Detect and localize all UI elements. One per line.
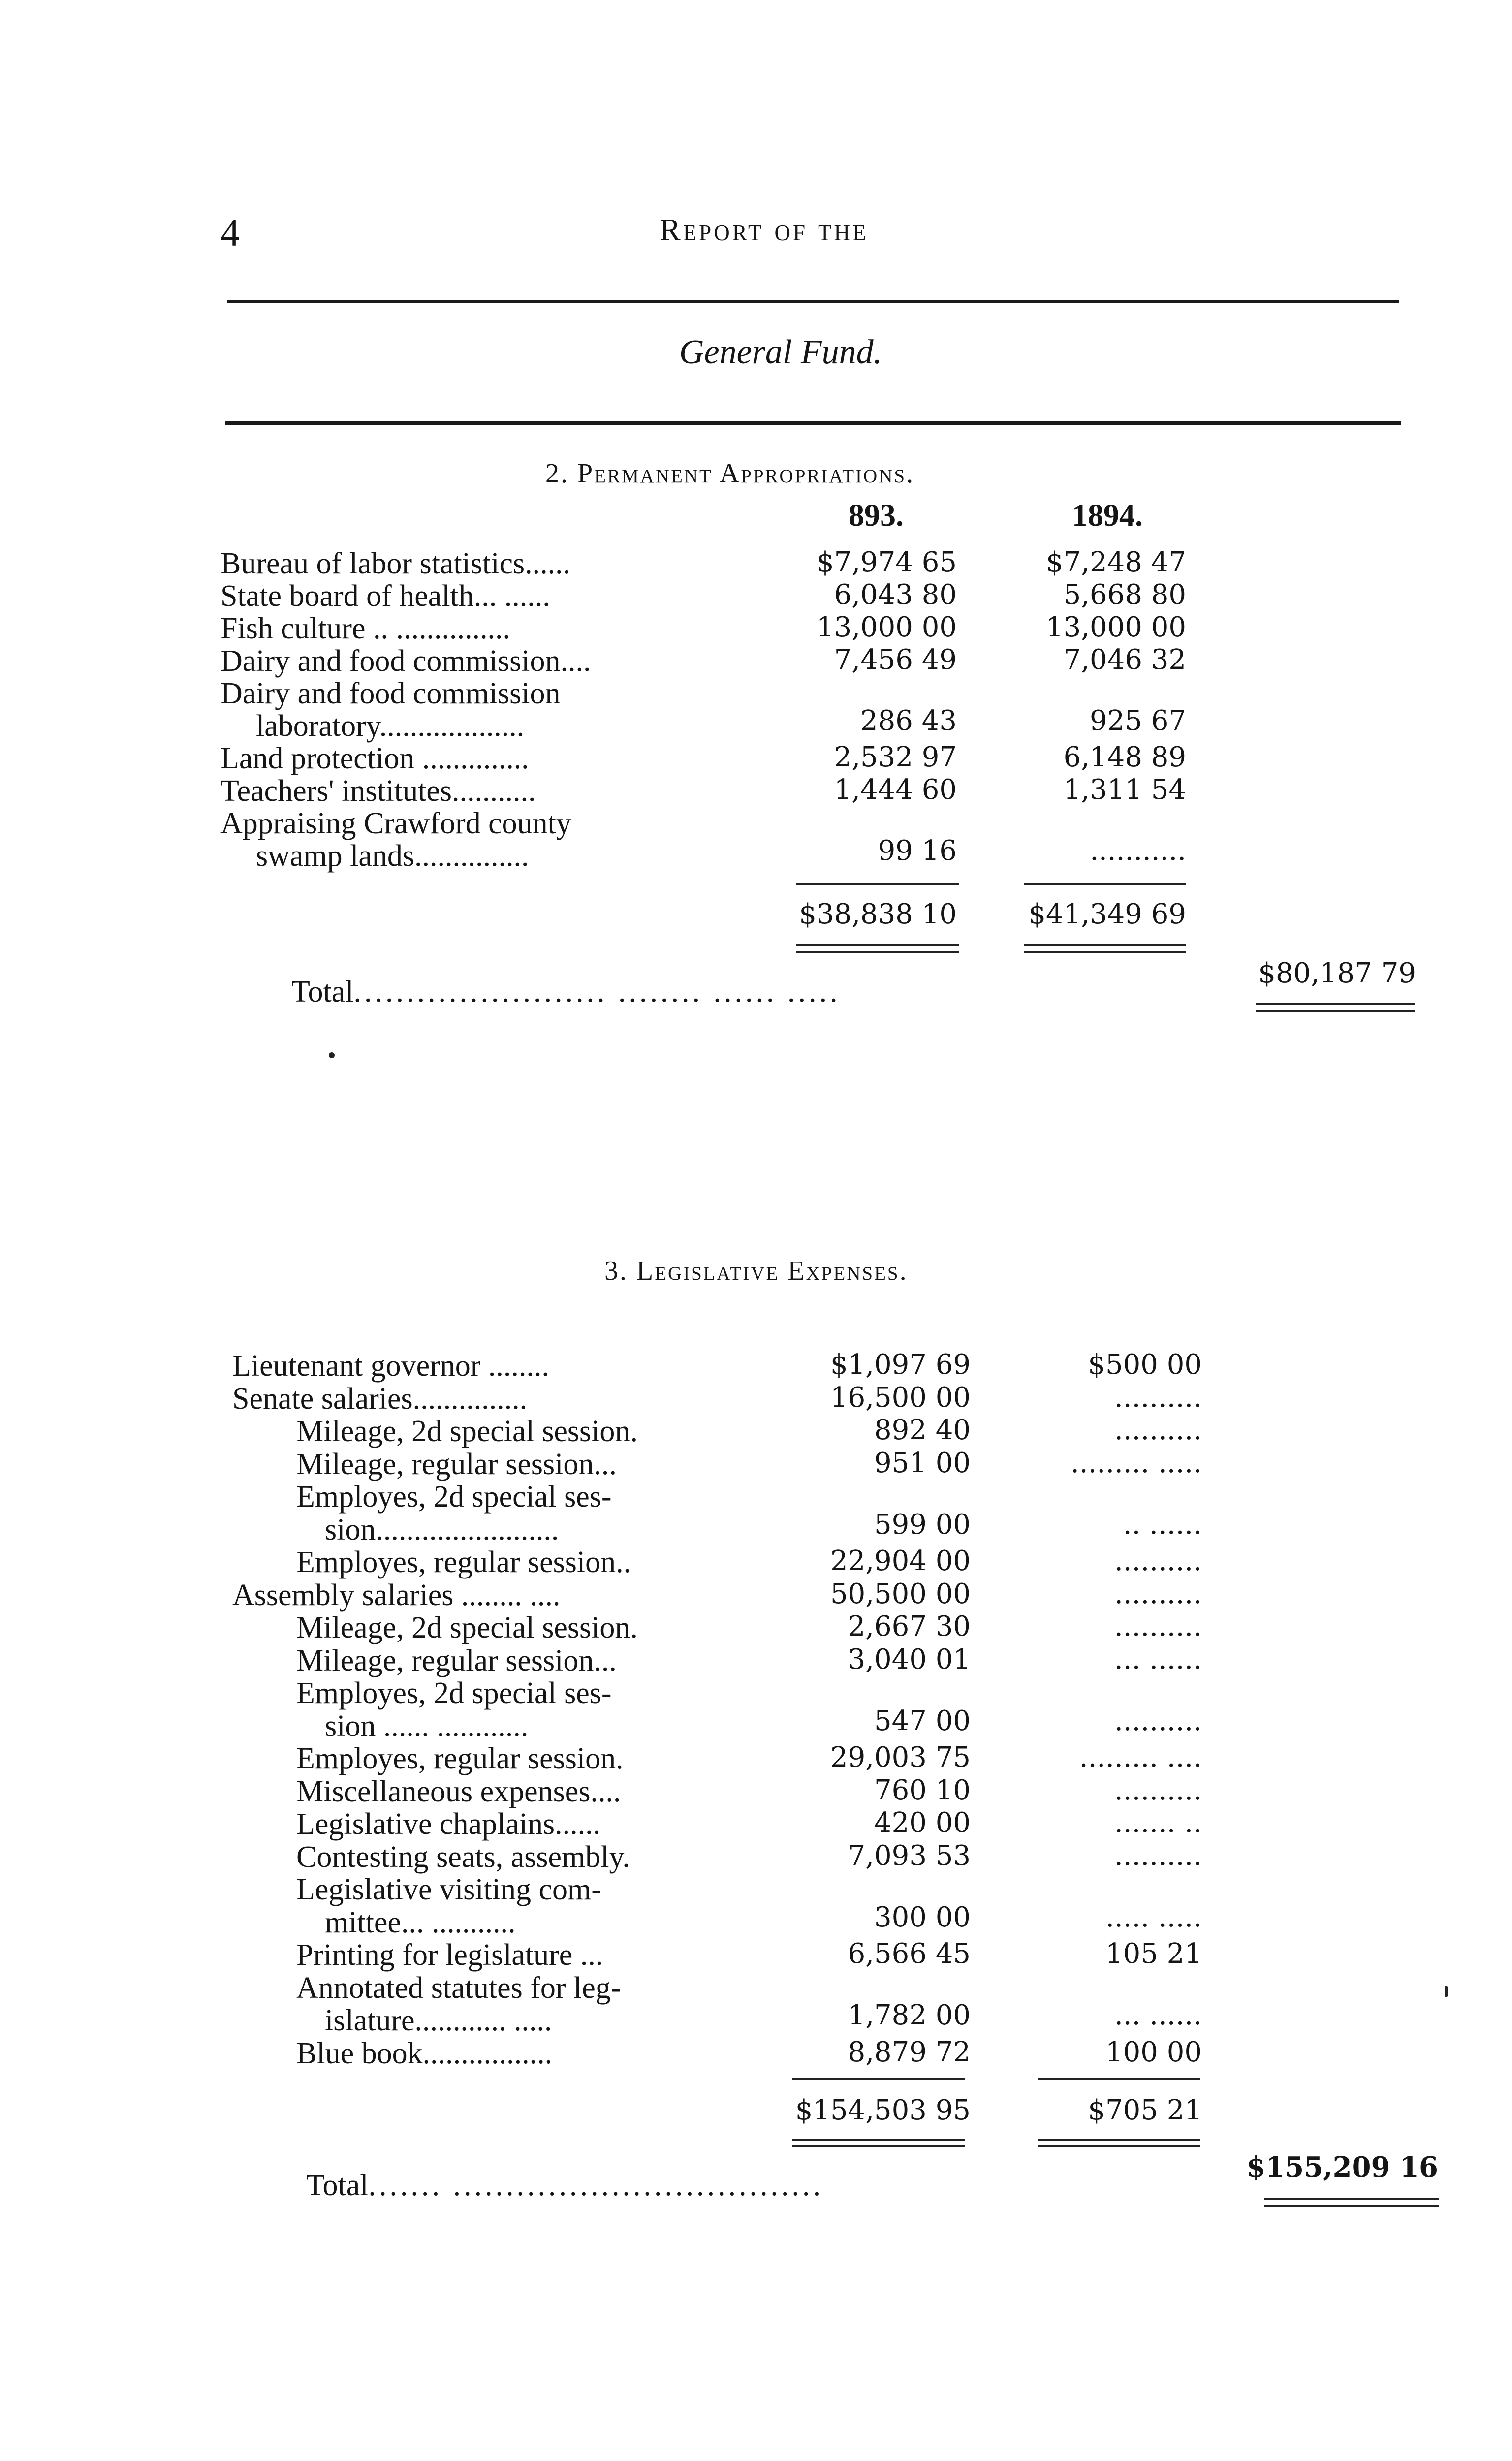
row-value-col2: 105 21 <box>1105 1938 1202 1970</box>
ink-mark <box>1445 1986 1448 1997</box>
row-value-col2: ... ...... <box>1114 1999 1202 2031</box>
row-value-col1: 951 00 <box>874 1447 971 1479</box>
fund-rule <box>225 421 1401 425</box>
row-value-col2: .......... <box>1114 1414 1202 1446</box>
permanent-subtotal-1893: $38,838 10 <box>799 898 957 930</box>
row-label: Mileage, 2d special session. <box>296 1415 638 1448</box>
row-value-col1: 13,000 00 <box>816 611 957 643</box>
row-label: Miscellaneous expenses.... <box>296 1774 621 1808</box>
row-value-col2: 1,311 54 <box>1063 774 1186 806</box>
row-value-col2: .. ...... <box>1123 1508 1202 1541</box>
row-label: Blue book................. <box>296 2036 553 2070</box>
row-label: swamp lands............... <box>256 839 529 873</box>
row-value-col2: ........... <box>1090 835 1186 867</box>
row-value-col1: 29,003 75 <box>830 1741 971 1773</box>
row-label: Senate salaries............... <box>232 1382 528 1416</box>
subtotal-rule-1893 <box>796 883 959 885</box>
row-value-col1: 8,879 72 <box>848 2036 971 2068</box>
legislative-subtotal-2: $705 21 <box>1088 2094 1202 2126</box>
permanent-total-double-rule <box>1256 1003 1415 1012</box>
row-value-col2: .......... <box>1114 1578 1202 1610</box>
row-value-col1: 99 16 <box>878 835 957 867</box>
permanent-subtotal-1894: $41,349 69 <box>1028 898 1186 930</box>
row-value-col1: 420 00 <box>874 1807 971 1839</box>
row-value-col1: 7,093 53 <box>848 1839 971 1872</box>
row-label: Bureau of labor statistics...... <box>220 547 571 580</box>
row-label: Mileage, 2d special session. <box>296 1611 638 1644</box>
row-value-col2: ......... ..... <box>1070 1447 1202 1479</box>
row-label: Land protection .............. <box>220 742 529 775</box>
row-label: mittee... ........... <box>325 1905 516 1939</box>
row-value-col2: ... ...... <box>1114 1643 1202 1675</box>
row-label: Teachers' institutes........... <box>220 774 536 808</box>
running-title: Report of the <box>660 212 869 247</box>
fund-title: General Fund. <box>679 333 882 371</box>
page-number: 4 <box>220 211 240 254</box>
row-label: Dairy and food commission <box>220 677 561 710</box>
row-label: Printing for legislature ... <box>296 1938 603 1972</box>
legislative-total-double-rule <box>1264 2198 1439 2207</box>
legislative-total-value: $155,209 16 <box>1246 2151 1438 2183</box>
row-value-col1: 6,043 80 <box>834 579 957 611</box>
row-value-col1: 2,667 30 <box>848 1610 971 1642</box>
row-value-col1: 547 00 <box>874 1704 971 1737</box>
row-label: Employes, 2d special ses- <box>296 1480 612 1514</box>
permanent-total-row <box>291 975 841 1010</box>
row-label: Fish culture .. ............... <box>220 612 510 645</box>
section-heading-permanent: 2. Permanent Appropriations. <box>545 458 915 489</box>
row-value-col2: 100 00 <box>1105 2036 1202 2068</box>
row-value-col2: ..... ..... <box>1105 1901 1202 1933</box>
row-label: Legislative visiting com- <box>296 1873 601 1906</box>
double-rule-1894 <box>1024 944 1186 953</box>
row-value-col1: 7,456 49 <box>834 644 957 676</box>
row-label: Dairy and food commission.... <box>220 644 591 678</box>
row-value-col2: .......... <box>1114 1610 1202 1642</box>
row-label: State board of health... ...... <box>220 579 550 613</box>
row-value-col1: 16,500 00 <box>830 1381 971 1414</box>
row-value-col1: 3,040 01 <box>848 1643 971 1675</box>
row-label: Mileage, regular session... <box>296 1447 617 1481</box>
row-value-col1: 286 43 <box>860 705 957 737</box>
row-label: islature............ ..... <box>325 2004 552 2037</box>
row-value-col1: 300 00 <box>874 1901 971 1933</box>
row-label: sion ...... ............ <box>325 1709 529 1743</box>
row-value-col2: .......... <box>1114 1704 1202 1737</box>
row-value-col1: $1,097 69 <box>830 1349 971 1381</box>
ink-speck <box>329 1052 335 1058</box>
leg-subtotal-rule-2 <box>1038 2078 1200 2080</box>
row-value-col2: 5,668 80 <box>1063 579 1186 611</box>
permanent-total-label: Total <box>291 975 354 1009</box>
row-value-col2: 925 67 <box>1090 705 1186 737</box>
permanent-total-value: $80,187 79 <box>1258 957 1416 989</box>
row-value-col1: 1,444 60 <box>834 774 957 806</box>
row-value-col1: 760 10 <box>874 1774 971 1806</box>
row-label: Legislative chaplains...... <box>296 1807 601 1841</box>
row-label: Annotated statutes for leg- <box>296 1971 621 2005</box>
row-value-col2: .......... <box>1114 1774 1202 1806</box>
row-label: Employes, regular session.. <box>296 1546 631 1579</box>
row-label: laboratory................... <box>256 709 525 743</box>
legislative-total-leader: ....... ................................... <box>368 2169 824 2202</box>
row-value-col2: 7,046 32 <box>1063 644 1186 676</box>
subtotal-rule-1894 <box>1024 883 1186 885</box>
section-heading-legislative: 3. Legislative Expenses. <box>604 1256 908 1286</box>
row-value-col1: 1,782 00 <box>848 1999 971 2031</box>
top-rule <box>227 300 1399 303</box>
row-value-col2: .......... <box>1114 1839 1202 1872</box>
row-value-col1: 2,532 97 <box>834 741 957 773</box>
row-value-col2: 13,000 00 <box>1045 611 1186 643</box>
row-value-col1: $7,974 65 <box>816 546 957 578</box>
row-label: sion........................ <box>325 1513 559 1546</box>
row-label: Mileage, regular session... <box>296 1643 617 1677</box>
row-value-col1: 50,500 00 <box>830 1578 971 1610</box>
row-value-col2: 6,148 89 <box>1063 741 1186 773</box>
row-value-col1: 892 40 <box>874 1414 971 1446</box>
year-column-2: 1894. <box>1072 498 1143 533</box>
row-label: Employes, regular session. <box>296 1742 624 1775</box>
row-label: Lieutenant governor ........ <box>232 1349 549 1383</box>
row-value-col1: 22,904 00 <box>830 1545 971 1577</box>
row-label: Appraising Crawford county <box>220 807 571 840</box>
leg-double-rule-2 <box>1038 2139 1200 2147</box>
row-label: Contesting seats, assembly. <box>296 1840 630 1874</box>
row-label: Employes, 2d special ses- <box>296 1676 612 1710</box>
leg-subtotal-rule-1 <box>792 2078 965 2080</box>
row-value-col1: 6,566 45 <box>848 1938 971 1970</box>
row-value-col2: ......... .... <box>1079 1741 1202 1773</box>
double-rule-1893 <box>796 944 959 953</box>
legislative-total-label: Total <box>306 2169 369 2202</box>
legislative-total-row <box>306 2168 823 2203</box>
row-label: Assembly salaries ........ .... <box>232 1578 561 1612</box>
legislative-subtotal-1: $154,503 95 <box>795 2094 971 2126</box>
row-value-col2: .......... <box>1114 1381 1202 1414</box>
leg-double-rule-1 <box>792 2139 965 2147</box>
permanent-total-leader: ........................ ........ ...... ..... <box>353 975 841 1009</box>
year-column-1: 893. <box>849 498 904 533</box>
row-value-col2: $500 00 <box>1088 1349 1202 1381</box>
row-value-col2: .......... <box>1114 1545 1202 1577</box>
row-value-col2: ....... .. <box>1114 1807 1202 1839</box>
row-value-col2: $7,248 47 <box>1045 546 1186 578</box>
row-value-col1: 599 00 <box>874 1508 971 1541</box>
